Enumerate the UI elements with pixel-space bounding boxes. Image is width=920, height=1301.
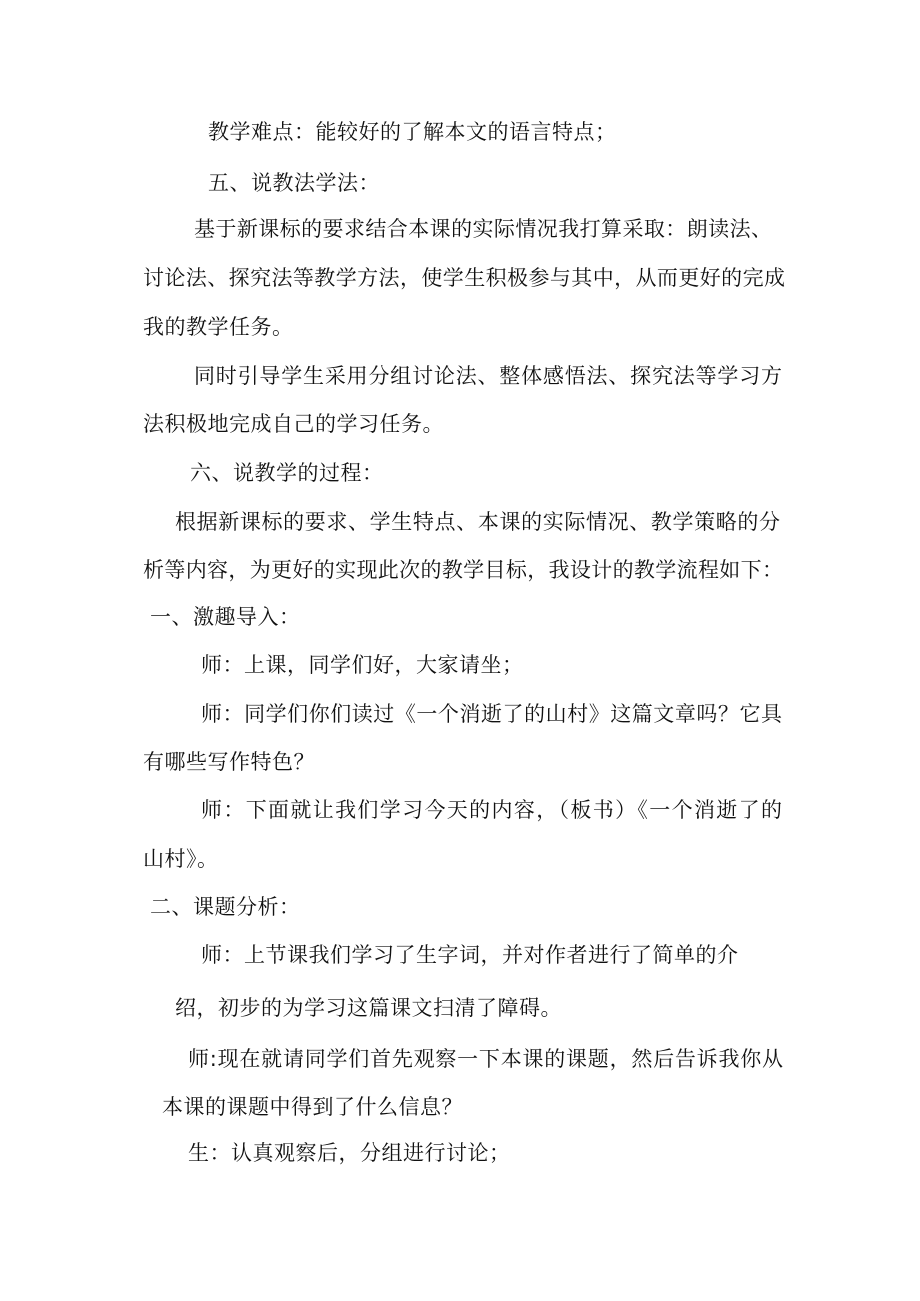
paragraph-learning-line-1: 同时引导学生采用分组讨论法、整体感悟法、探究法等学习方 — [194, 364, 782, 388]
dialogue-teacher-3-line-1: 师：下面就让我们学习今天的内容，（板书）《一个消逝了的 — [201, 798, 782, 822]
dialogue-student-1: 生：认真观察后，分组进行讨论； — [188, 1141, 511, 1165]
paragraph-methods-line-3: 我的教学任务。 — [143, 315, 294, 339]
paragraph-methods-line-1: 基于新课标的要求结合本课的实际情况我打算采取：朗读法、 — [194, 217, 772, 241]
dialogue-teacher-5-line-2: 本课的课题中得到了什么信息？ — [162, 1095, 463, 1119]
heading-section-six: 六、说教学的过程： — [190, 461, 384, 485]
dialogue-teacher-5-line-1: 师:现在就请同学们首先观察一下本课的课题，然后告诉我你从 — [188, 1047, 783, 1071]
dialogue-teacher-2-line-1: 师：同学们你们读过《一个消逝了的山村》这篇文章吗？它具 — [201, 702, 782, 726]
dialogue-teacher-2-line-2: 有哪些写作特色？ — [143, 750, 315, 774]
heading-section-five: 五、说教法学法： — [208, 171, 380, 195]
dialogue-teacher-3-line-2: 山村》。 — [143, 847, 219, 871]
dialogue-teacher-4-line-2: 绍，初步的为学习这篇课文扫清了障碍。 — [175, 996, 562, 1020]
heading-step-one: 一、激趣导入： — [150, 605, 301, 629]
paragraph-teaching-difficulty: 教学难点：能较好的了解本文的语言特点； — [208, 120, 617, 144]
paragraph-process-line-1: 根据新课标的要求、学生特点、本课的实际情况、教学策略的分 — [175, 510, 780, 534]
dialogue-teacher-4-line-1: 师：上节课我们学习了生字词，并对作者进行了简单的介 — [201, 943, 738, 967]
paragraph-process-line-2: 析等内容，为更好的实现此次的教学目标，我设计的教学流程如下： — [143, 558, 783, 582]
dialogue-teacher-1: 师：上课，同学们好，大家请坐； — [201, 653, 524, 677]
paragraph-learning-line-2: 法积极地完成自己的学习任务。 — [143, 412, 444, 436]
paragraph-methods-line-2: 讨论法、探究法等教学方法，使学生积极参与其中，从而更好的完成 — [143, 266, 785, 290]
heading-step-two: 二、课题分析： — [150, 895, 301, 919]
